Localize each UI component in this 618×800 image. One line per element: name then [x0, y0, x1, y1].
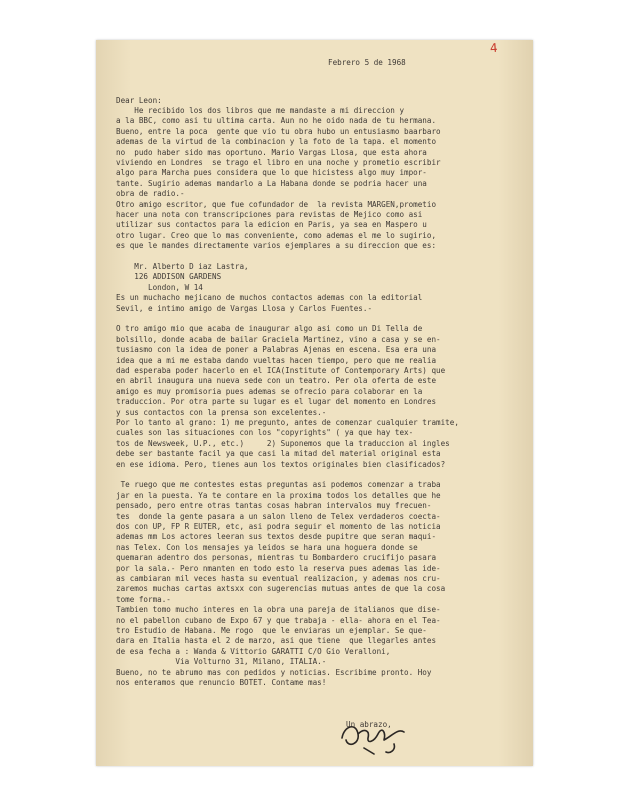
letter-line: dos con UP, FP R EUTER, etc, asi podra seguir el momento de las noticia — [116, 522, 441, 531]
letter-line: tome forma.- — [116, 594, 171, 604]
letter-line: Tambien tomo mucho interes en la obra una pareja de italianos que dise- — [116, 605, 441, 615]
letter-line: obra de radio.- — [116, 189, 185, 199]
letter-line: Bueno, no te abrumo mas con pedidos y noticias. Escribime pronto. Hoy — [116, 667, 432, 677]
letter-line: pensado, pero entre otras tantas cosas habran intervalos muy frecuen- — [116, 501, 432, 511]
letter-line: utilizar sus contactos para la edicion en Paris, ya sea en Maspero u — [116, 220, 427, 230]
letter-line: en ese idioma. Pero, tienes aun los textos originales bien clasificados? — [116, 459, 446, 469]
letter-line: por la sala.- Pero nmanten en todo esto la reserva pues ademas las ide- — [116, 563, 441, 573]
letter-line: O tro amigo mio que acaba de inaugurar algo asi como un Di Tella de — [116, 324, 423, 334]
letter-line: ademas de la virtud de la combinacion y la foto de la tapa. el momento — [116, 137, 437, 147]
letter-line: zaremos muchas cartas axtsxx con sugerencias mutuas antes de que la cosa — [116, 584, 446, 594]
letter-line: traduccion. Por otra parte su lugar es el lugar del momento en Londres — [116, 397, 437, 407]
letter-line: jar en la puesta. Ya te contare en la proxima todos los detalles que he — [116, 490, 441, 500]
letter-line: Te ruego que me contestes estas preguntas asi podemos comenzar a traba — [116, 480, 441, 490]
letter-line: tes donde la gente pasara a un salon lleno de Telex verdaderos coecta- — [116, 511, 441, 521]
closing: Un abrazo, — [346, 720, 392, 729]
handwritten-signature — [334, 708, 424, 758]
letter-line: London, W 14 — [116, 282, 203, 292]
letter-line: a la BBC, como asi tu ultima carta. Aun no he oido nada de tu hermana. — [116, 116, 437, 126]
letter-page — [96, 40, 533, 766]
letter-line: no pudo haber sido mas oportuno. Mario Vargas Llosa, que esta ahora — [116, 147, 427, 157]
letter-line: Otro amigo escritor, que fue cofundador de la revista MARGEN,prometio — [116, 199, 437, 209]
letter-line: debe ser bastante facil ya que casi la mitad del material original esta — [116, 449, 441, 459]
letter-date: Febrero 5 de 1968 — [328, 58, 406, 67]
letter-line: es que le mandes directamente varios ejemplares a su direccion que es: — [116, 241, 437, 251]
letter-line: otro lugar. Creo que lo mas conveniente, como ademas el me lo sugirio, — [116, 230, 437, 240]
letter-line: nas Telex. Con los mensajes ya leidos se hara una hoguera donde se — [116, 542, 418, 552]
letter-line: Mr. Alberto D iaz Lastra, — [116, 262, 249, 271]
letter-line: bolsillo, donde acaba de bailar Graciela Martinez, vino a casa y se en- — [116, 334, 441, 344]
letter-line: tusiasmo con la idea de poner a Palabras Ajenas en escena. Esa era una — [116, 345, 437, 355]
letter-line: Bueno, entre la poca gente que vio tu obra hubo un entusiasmo baarbaro — [116, 126, 441, 136]
letter-line: cuales son las situaciones con los "copyrights" ( ya que hay tex- — [116, 428, 414, 438]
letter-line: de esa fecha a : Wanda & Vittorio GARATTI C/O Gio Veralloni, — [116, 646, 391, 656]
letter-line: ademas mm Los actores leeran sus textos desde pupitre que seran maqui- — [116, 532, 437, 542]
letter-line: tro Estudio de Habana. Me rogo que le enviaras un ejemplar. Se que- — [116, 626, 427, 635]
letter-line: Por lo tanto al grano: 1) me pregunto, antes de comenzar cualquier tramite, — [116, 418, 459, 427]
letter-line: algo para Marcha pues considera que lo que hicistess algo muy impor- — [116, 168, 427, 178]
letter-line: viviendo en Londres se trago el libro en una noche y prometio escribir — [116, 158, 441, 167]
page-number: 4 — [489, 40, 499, 56]
letter-line: Via Volturno 31, Milano, ITALIA.- — [116, 657, 327, 667]
letter-line: hacer una nota con transcripciones para revistas de Mejico como asi — [116, 210, 423, 219]
letter-line: dara en Italia hasta el 2 de marzo, asi que tiene que llegarles antes — [116, 636, 437, 646]
letter-line: Sevil, e intimo amigo de Vargas Llosa y Carlos Fuentes.- — [116, 303, 373, 313]
letter-line: tante. Sugirio ademas mandarlo a La Habana donde se podria hacer una — [116, 178, 427, 188]
letter-line: nos enteramos que renuncio BOTET. Contame mas! — [116, 678, 327, 687]
letter-line: en abril inaugura una nueva sede con un teatro. Per ola oferta de este — [116, 376, 437, 386]
letter-line: dad esperaba poder hacerlo en el ICA(Institute of Contemporary Arts) que — [116, 366, 446, 375]
letter-line: no el pabellon cubano de Expo 67 y que trabaja - ella- ahora en el Tea- — [116, 615, 441, 625]
letter-line: idea que a mi me estaba dando vueltas hacen tiempo, pero que me realia — [116, 355, 437, 365]
letter-line: y sus contactos con la prensa son excelentes.- — [116, 407, 327, 417]
letter-line: quemaran adentro dos personas, mientras tu Bombardero crucifijo pasara — [116, 553, 437, 563]
salutation: Dear Leon: — [116, 96, 162, 105]
letter-line: Es un muchacho mejicano de muchos contactos ademas con la editorial — [116, 293, 423, 303]
letter-line: 126 ADDISON GARDENS — [116, 272, 222, 282]
letter-line: He recibido los dos libros que me mandaste a mi direccion y — [116, 106, 405, 115]
letter-line: amigo es muy promisoria pues ademas se ofrecio para colaborar en la — [116, 386, 423, 396]
letter-line: tos de Newsweek, U.P., etc.) 2) Suponemos que la traduccion al ingles — [116, 438, 450, 448]
letter-line: as cambiaran mil veces hasta su eventual realizacion, y ademas nos cru- — [116, 574, 441, 583]
